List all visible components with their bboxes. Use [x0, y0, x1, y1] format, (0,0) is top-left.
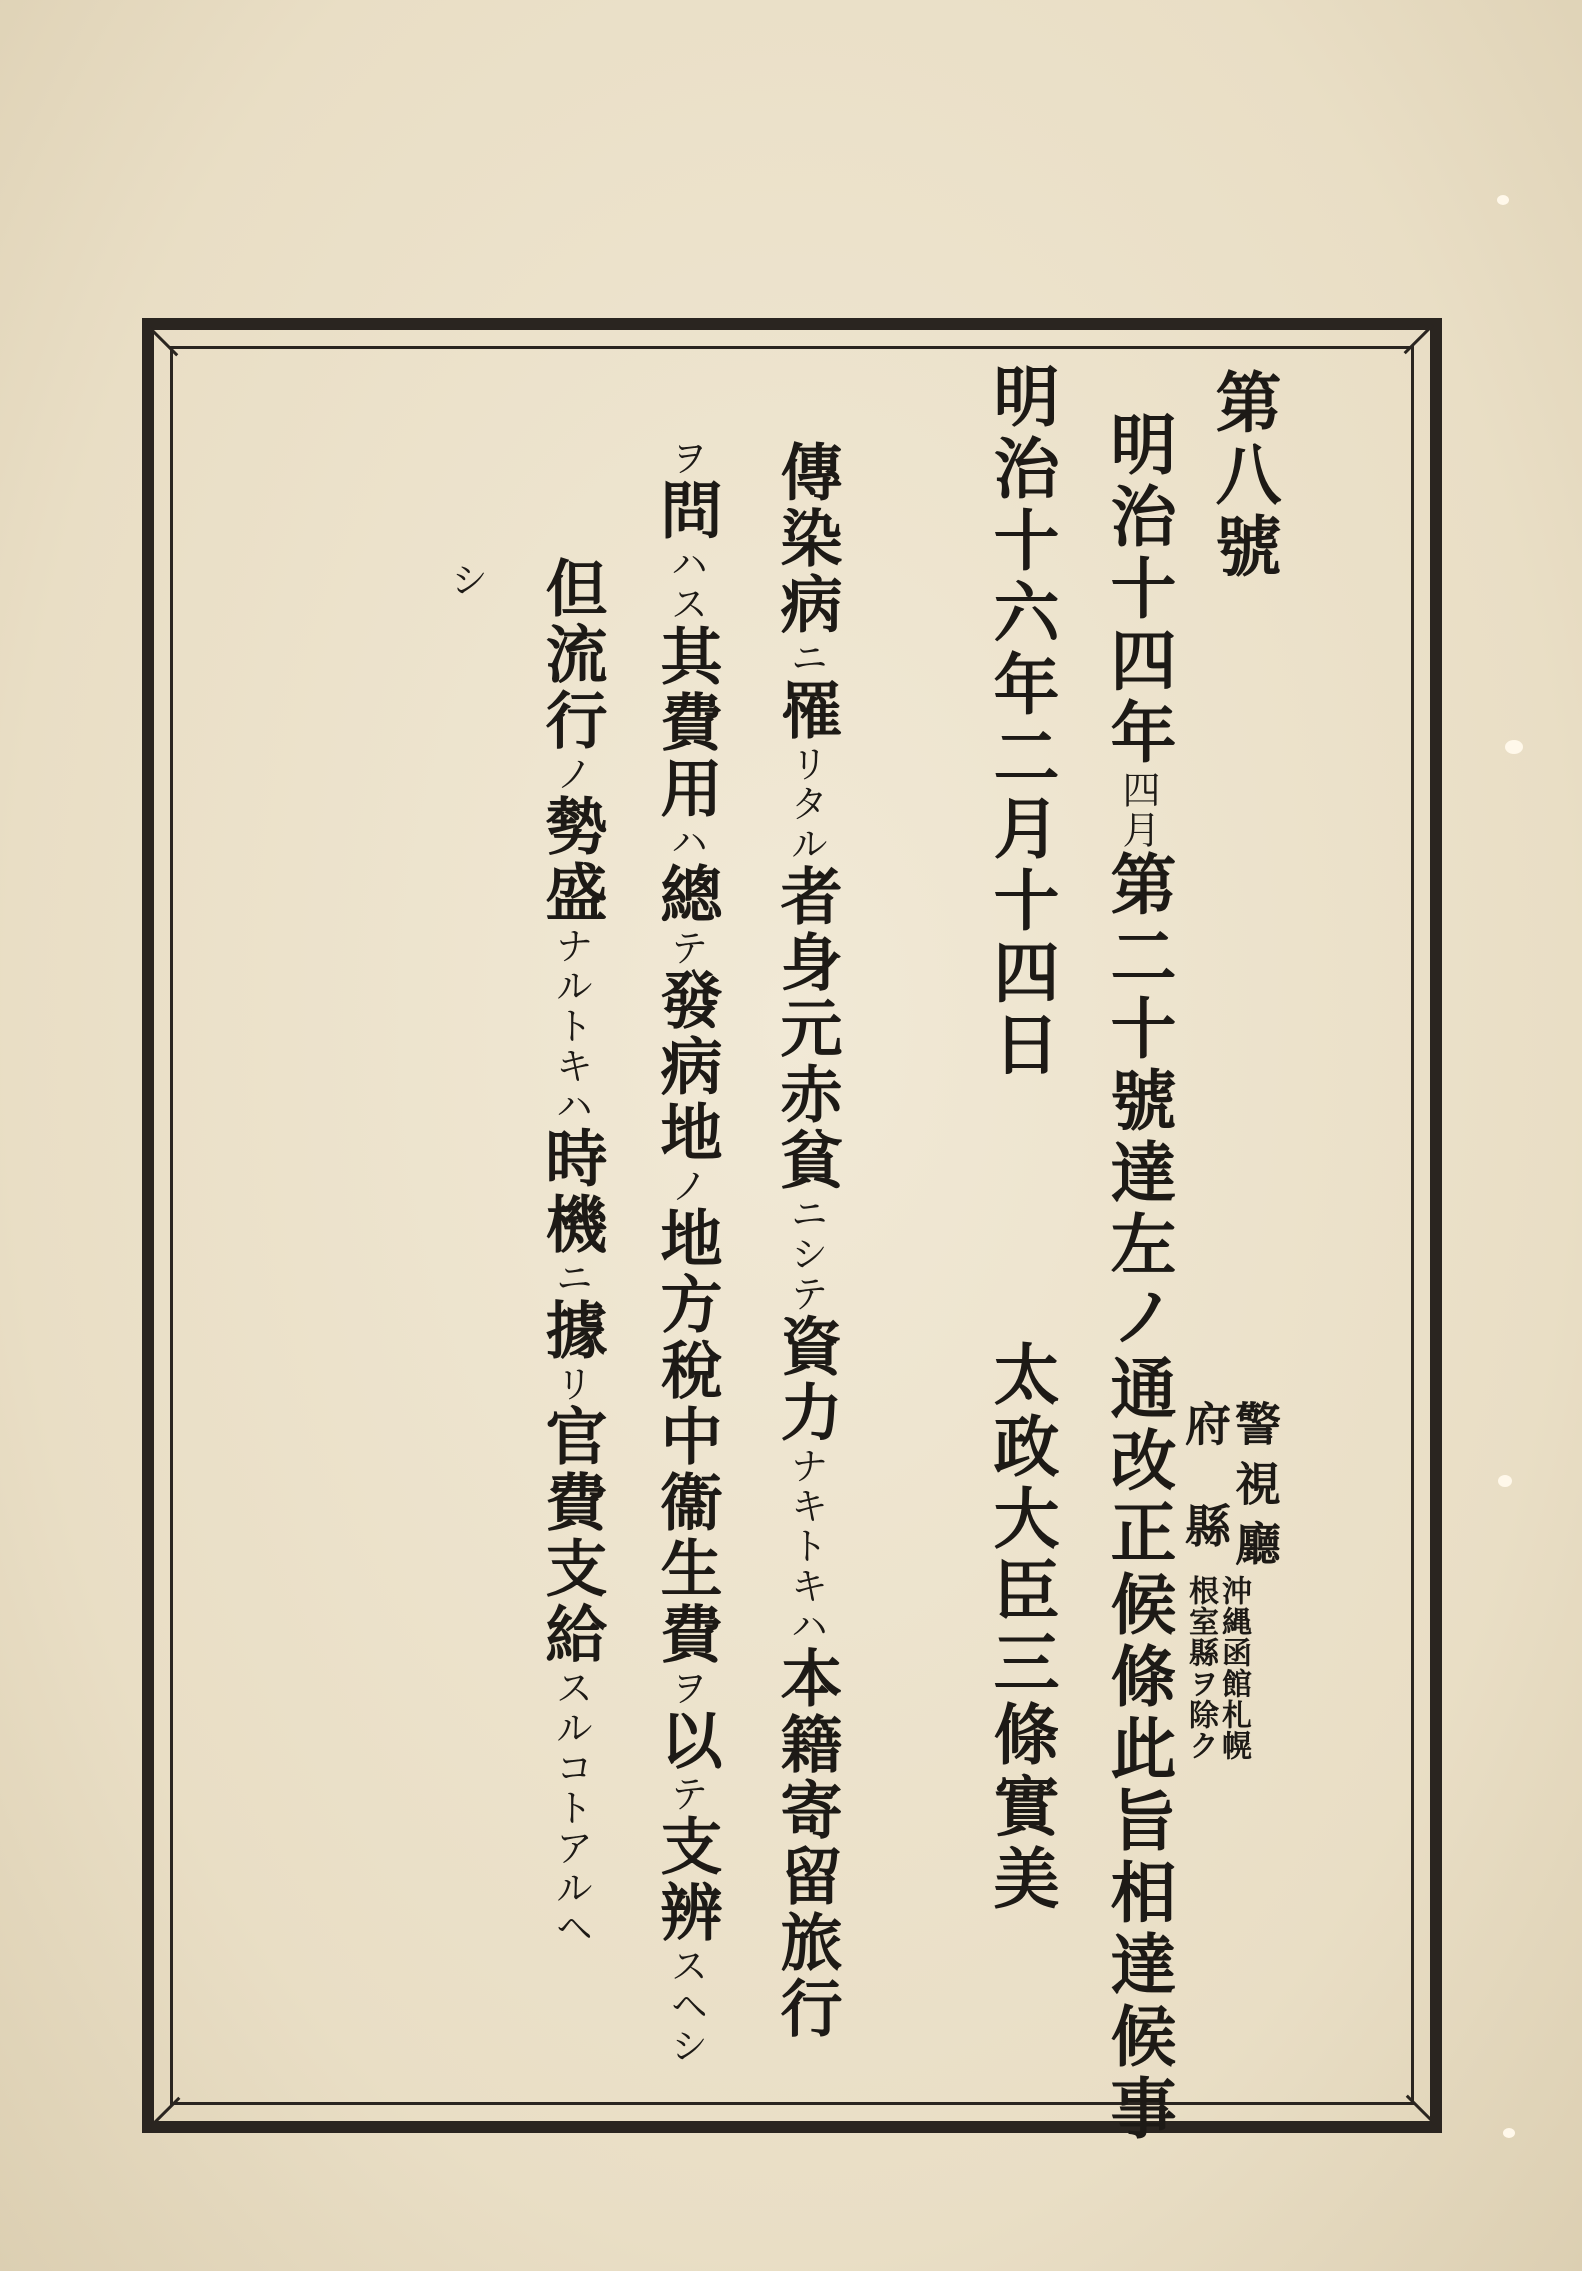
body-run: 勢盛	[535, 794, 608, 926]
recipient-police: 警視廳	[1228, 1400, 1282, 1580]
body-run: 本籍寄留旅行	[770, 1646, 843, 2042]
body-column-4	[435, 560, 497, 600]
body-run: 傳染病	[770, 440, 843, 638]
body-run: 以	[650, 1708, 723, 1774]
body-run: 支辨	[650, 1814, 723, 1946]
document-number: 第八號	[1204, 368, 1282, 584]
body-run: ハ	[664, 822, 708, 862]
decree-year: 明治十四年	[1099, 410, 1177, 770]
signature: 太政大臣三條實美	[982, 1340, 1060, 1916]
decree-month: 四月	[1116, 770, 1160, 850]
body-run: スヘシ	[664, 1946, 708, 2066]
body-run: ニシテ	[784, 1194, 828, 1314]
body-run: ナキトキハ	[784, 1446, 828, 1646]
paper-spot	[1503, 2128, 1515, 2138]
body-run: 時機	[535, 1126, 608, 1258]
body-run: ハス	[664, 544, 708, 624]
body-run: 地方稅中衞生費	[650, 1206, 723, 1668]
body-run: 者身元赤貧	[770, 864, 843, 1194]
body-run: 總	[650, 862, 723, 928]
body-run: ヲ	[664, 1668, 708, 1708]
body-run: ニ	[784, 638, 828, 678]
decree-text: 第二十號達左ノ通改正候條此旨相達候事	[1099, 850, 1177, 2146]
body-run: ヲ	[664, 438, 708, 478]
body-run: シ	[444, 560, 488, 600]
body-column-1	[770, 440, 843, 2042]
body-run: リタル	[784, 744, 828, 864]
recipient-note-1: 沖縄函館札幌	[1216, 1575, 1251, 1761]
body-run: リ	[549, 1364, 593, 1404]
body-run: 官費支給	[535, 1404, 608, 1668]
body-run: ニ	[549, 1258, 593, 1298]
body-run: 但流行	[535, 556, 608, 754]
body-run: 其費用	[650, 624, 723, 822]
body-column-3	[535, 556, 608, 1948]
body-run: ノ	[549, 754, 593, 794]
document-date: 明治十六年二月十四日	[982, 362, 1060, 1082]
recipient-prefectures: 府縣	[1178, 1400, 1232, 1604]
body-run: 問	[650, 478, 723, 544]
decree-reference	[1099, 410, 1177, 2146]
body-run: 資力	[770, 1314, 843, 1446]
paper-spot	[1498, 1475, 1512, 1487]
body-run: テ	[664, 928, 708, 968]
body-run: スルコトアルヘ	[549, 1668, 593, 1948]
body-run: 罹	[770, 678, 843, 744]
body-column-2	[650, 438, 723, 2066]
body-run: テ	[664, 1774, 708, 1814]
recipient-note-2: 根室縣ヲ除ク	[1183, 1575, 1218, 1761]
body-run: 據	[535, 1298, 608, 1364]
paper-spot	[1497, 195, 1509, 205]
body-run: ナルトキハ	[549, 926, 593, 1126]
body-run: 發病地	[650, 968, 723, 1166]
body-run: ノ	[664, 1166, 708, 1206]
paper-spot	[1505, 740, 1523, 754]
